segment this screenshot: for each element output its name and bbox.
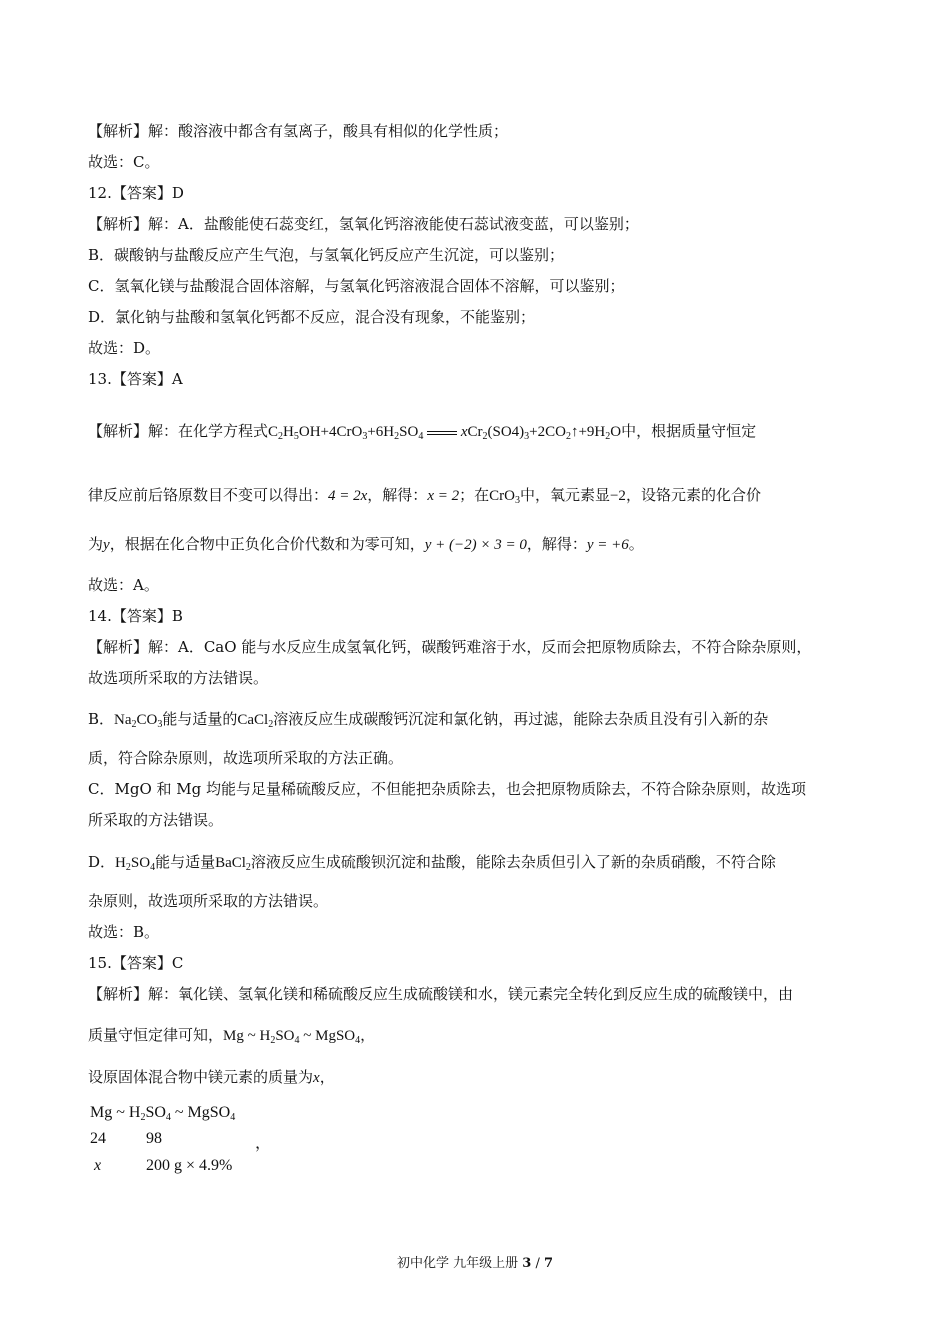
text-segment: 设原固体混合物中镁元素的质量为	[88, 1068, 314, 1086]
text-segment: ，设铬元素的化合价	[625, 486, 761, 504]
chemical-formula: CaCl$_2$	[237, 712, 274, 730]
chemical-formula: CrO$_3$	[489, 488, 520, 506]
chemical-equation: $C_2H_5OH+4CrO_3+6H_2SO_4$ $xCr_2(SO4)_3+2CO_2↑+9H_2O$	[268, 424, 622, 442]
text-segment: 能与适量的	[162, 710, 238, 728]
text-line: 杂原则，故选项所采取的方法错误。	[88, 892, 329, 910]
math-expression: y = +6	[586, 537, 629, 553]
text-line: 故选：C。	[88, 153, 160, 171]
text-line: C．MgO 和 Mg 均能与足量稀硫酸反应，不但能把杂质除去，也会把原物质除去，不符合除杂原则，故选项	[88, 780, 807, 798]
text-line: 故选：D。	[88, 339, 161, 357]
stoichiometry-x: x	[94, 1157, 102, 1174]
math-expression: 4 = 2x	[328, 488, 368, 504]
math-expression: −2	[609, 488, 626, 504]
text-line: 【解析】解：酸溶液中都含有氢离子，酸具有相似的化学性质；	[88, 122, 509, 140]
chemical-relation: Mg ~ $H_2SO_4$ ~ MgSO$_4$	[223, 1028, 361, 1046]
text-segment: 溶液反应生成硫酸钡沉淀和盐酸，能除去杂质但引入了新的杂质硝酸，不符合除	[250, 853, 776, 871]
math-variable: x	[313, 1070, 320, 1086]
text-segment: ，根据在化合物中正负化合价代数和为零可知，	[109, 535, 425, 553]
footer-separator: /	[531, 1256, 544, 1271]
math-variable: y	[103, 537, 110, 553]
stoichiometry-mass: 200 g × 4.9%	[146, 1157, 233, 1174]
text-line: 【解析】解：氧化镁、氢氧化镁和稀硫酸反应生成硫酸镁和水，镁元素完全转化到反应生成的硫酸镁中，由	[88, 985, 794, 1003]
text-segment: 能与适量	[155, 853, 216, 871]
text-line: 质，符合除杂原则，故选项所采取的方法正确。	[88, 749, 404, 767]
text-line	[88, 484, 761, 507]
text-line: 故选：A。	[88, 576, 159, 594]
text-line: D．氯化钠与盐酸和氢氧化钙都不反应，混合没有现象，不能鉴别；	[88, 308, 536, 326]
text-segment: ，解得：	[367, 486, 428, 504]
answer-heading-12: 12.【答案】D	[88, 184, 184, 202]
text-line: 【解析】解：A．CaO 能与水反应生成氢氧化钙，碳酸钙难溶于水，反而会把原物质除去，不符合除杂原则，	[88, 638, 812, 656]
stoichiometry-comma: ，	[255, 1135, 272, 1152]
text-line	[88, 533, 644, 556]
math-expression: y + (−2) × 3 = 0	[424, 537, 527, 553]
stoichiometry-relation: Mg ~ $H_2SO_4$ ~ MgSO$_4$	[90, 1104, 236, 1123]
text-segment: ，解得：	[526, 535, 587, 553]
text-line: B．碳酸钠与盐酸反应产生气泡，与氢氧化钙反应产生沉淀，可以鉴别；	[88, 246, 565, 264]
stoichiometry-value-24: 24	[90, 1130, 106, 1147]
answer-heading-13: 13.【答案】A	[88, 370, 183, 388]
text-segment: 为	[88, 535, 104, 553]
text-segment: D．	[88, 853, 116, 871]
text-line: 故选项所采取的方法错误。	[88, 669, 269, 687]
text-segment: ，	[319, 1068, 335, 1086]
text-segment: 律反应前后铬原数目不变可以得出：	[88, 486, 329, 504]
text-line: 所采取的方法错误。	[88, 811, 224, 829]
text-line	[88, 708, 768, 731]
answer-heading-14: 14.【答案】B	[88, 607, 183, 625]
footer-page-total: 7	[543, 1256, 554, 1271]
text-line: 【解析】解：A．盐酸能使石蕊变红，氢氧化钙溶液能使石蕊试液变蓝，可以鉴别；	[88, 215, 639, 233]
text-segment: ；在	[459, 486, 490, 504]
text-segment: B．	[88, 710, 115, 728]
text-line: 故选：B。	[88, 923, 160, 941]
footer-page-number: 3	[522, 1256, 532, 1271]
text-segment: 【解析】解：在化学方程式	[88, 422, 269, 440]
text-line	[88, 851, 776, 874]
text-segment: 质量守恒定律可知，	[88, 1026, 224, 1044]
math-expression: x = 2	[427, 488, 460, 504]
text-line: C．氢氧化镁与盐酸混合固体溶解，与氢氧化钙溶液混合固体不溶解，可以鉴别；	[88, 277, 625, 295]
text-segment: 溶液反应生成碳酸钙沉淀和氯化钠，再过滤，能除去杂质且没有引入新的杂	[273, 710, 769, 728]
text-line-equation	[88, 420, 756, 443]
text-segment: ，	[360, 1026, 376, 1044]
stoichiometry-value-98: 98	[146, 1130, 162, 1147]
text-segment: 。	[628, 535, 644, 553]
footer-course: 初中化学 九年级上册	[396, 1256, 519, 1271]
chemical-formula: $Na_2CO_3$	[114, 712, 163, 730]
text-segment: 中，氧元素显	[519, 486, 610, 504]
chemical-formula: BaCl$_2$	[215, 855, 251, 873]
chemical-formula: $H_2SO_4$	[115, 855, 156, 873]
text-line	[88, 1066, 335, 1089]
page-footer	[0, 1252, 950, 1271]
text-segment: 中，根据质量守恒定	[621, 422, 757, 440]
text-line	[88, 1024, 375, 1047]
answer-heading-15: 15.【答案】C	[88, 954, 184, 972]
